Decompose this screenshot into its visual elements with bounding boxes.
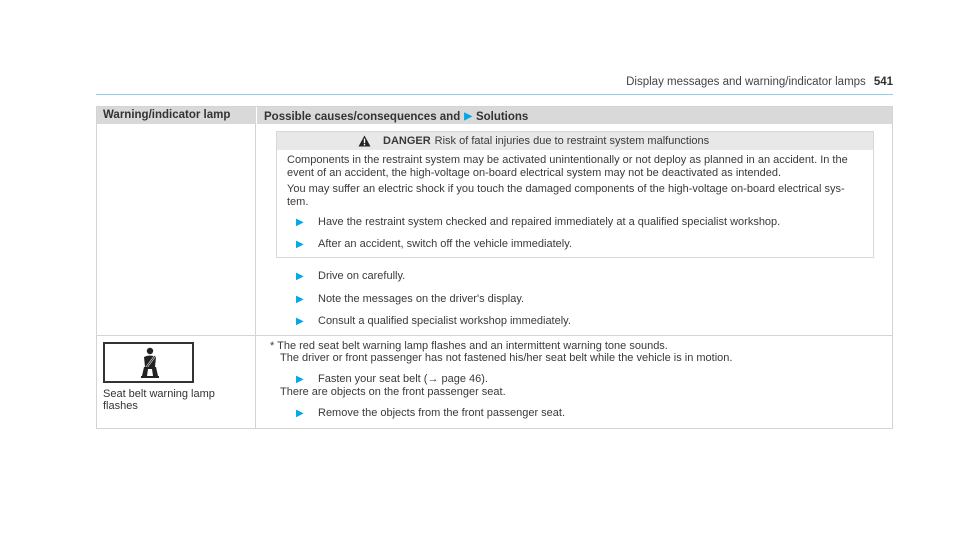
list-item <box>296 315 885 329</box>
col-header-causes <box>256 107 892 124</box>
arrow-icon: ▶ <box>296 293 304 305</box>
solution-cell <box>256 336 892 429</box>
arrow-icon: ▶ <box>296 316 304 327</box>
running-header <box>626 76 893 88</box>
table-header <box>97 107 892 124</box>
danger-title: Risk of fatal injuries due to restraint system malfunctions <box>434 134 710 147</box>
arrow-icon: ▶ <box>296 407 304 419</box>
arrow-icon: ▶ <box>296 271 304 282</box>
col-header-solutions: Solutions <box>475 110 529 123</box>
step-text: Consult a qualified specialist workshop immediately. <box>318 315 571 327</box>
list-item <box>296 238 873 252</box>
warning-triangle-icon <box>358 135 371 147</box>
lamp-frame <box>103 342 194 383</box>
lamp-cell <box>97 336 256 429</box>
arrow-icon: ▶ <box>296 238 304 250</box>
step-text: Note the messages on the driver's display. <box>318 292 525 305</box>
top-rule <box>96 94 893 95</box>
lamp-cell-empty <box>97 124 256 335</box>
step-text: After an accident, switch off the vehicle immediately. <box>318 237 572 250</box>
warning-lamp-table <box>96 106 893 429</box>
step-text: Have the restraint system checked and repaired immediately at a qualified specialist workshop. <box>318 216 781 228</box>
page-number: 541 <box>873 76 893 88</box>
step-text: Fasten your seat belt (→ page 46). <box>318 372 488 385</box>
arrow-icon: ▶ <box>296 217 304 228</box>
step-text: Remove the objects from the front passenger seat. <box>318 406 566 419</box>
cause-text: There are objects on the front passenger seat. <box>280 386 506 398</box>
danger-label: DANGER <box>383 134 431 147</box>
seat-belt-icon <box>138 347 162 379</box>
danger-bar <box>277 132 873 150</box>
col-header-causes-text: Possible causes/consequences and <box>264 110 461 123</box>
step-text: Drive on carefully. <box>318 270 406 282</box>
table-row <box>97 124 892 335</box>
danger-paragraph: Components in the restraint system may be activated unintentionally or not deploy as planned in an accident. In the event of an accident, the high-voltage on-board electrical system may not be deactivated as intended. <box>287 154 848 179</box>
arrow-icon: ▶ <box>296 373 304 385</box>
list-item <box>296 373 885 387</box>
list-item <box>296 293 885 307</box>
cause-text: The driver or front passenger has not fastened his/her seat belt while the vehicle is in motion. <box>280 352 733 364</box>
danger-box <box>276 131 874 258</box>
list-item <box>296 270 885 284</box>
table-row <box>97 335 892 429</box>
solution-cell <box>256 124 892 335</box>
col-header-lamp: Warning/indicator lamp <box>103 109 231 121</box>
lamp-caption: Seat belt warning lamp flashes <box>103 387 215 412</box>
section-title: Display messages and warning/indicator lamps <box>626 76 866 88</box>
list-item <box>296 407 885 421</box>
arrow-icon: ▶ <box>464 111 472 122</box>
cause-text: * The red seat belt warning lamp flashes and an intermittent warning tone sounds. <box>270 339 668 352</box>
danger-paragraph: You may suffer an electric shock if you touch the damaged components of the high-voltage on-board electrical sys-tem. <box>287 183 845 208</box>
list-item <box>296 216 873 230</box>
